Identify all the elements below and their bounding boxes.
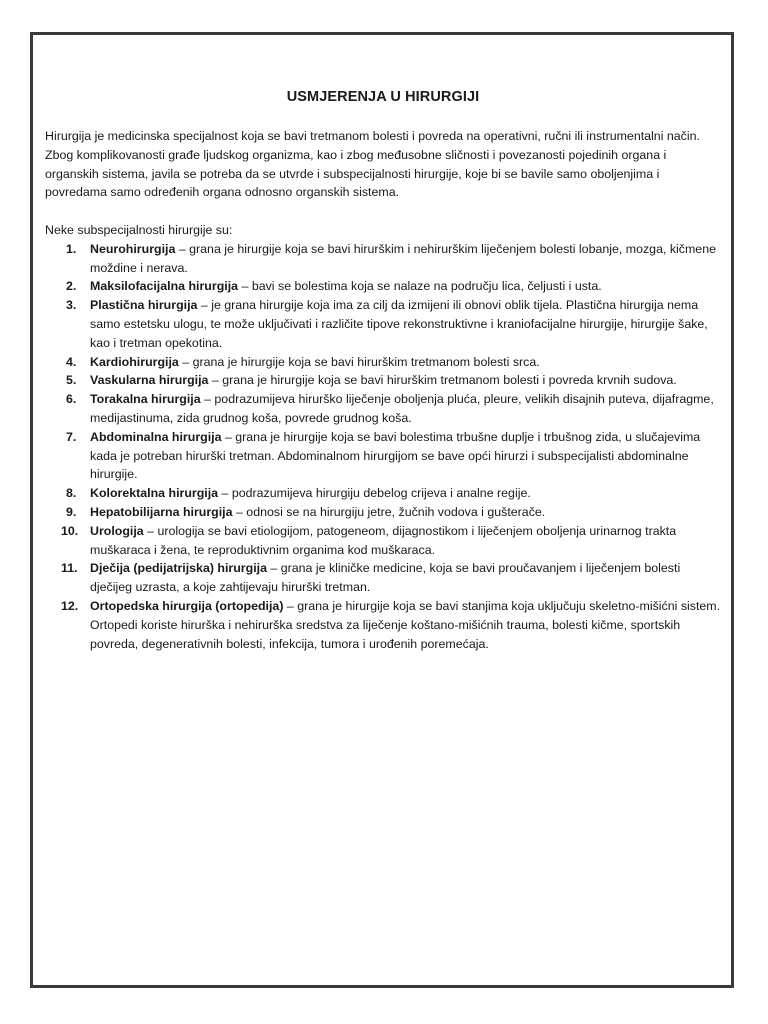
item-text: – grana je hirurgije koja se bavi hirurškim i nehirurškim liječenjem bolesti lobanje, mozga, kičmene moždine i nerava. xyxy=(90,241,716,275)
list-item xyxy=(45,353,721,372)
item-text: – grana je kliničke medicine, koja se bavi proučavanjem i liječenjem bolesti dječijeg uzrasta, a koje zahtijevaju hirurški tretman. xyxy=(90,561,681,595)
item-number: 1. xyxy=(66,241,77,256)
item-number: 5. xyxy=(66,373,77,388)
item-text: – odnosi se na hirurgiju jetre, žučnih vodova i gušterače. xyxy=(232,504,546,519)
item-number: 11. xyxy=(61,561,78,576)
list-item xyxy=(45,371,721,390)
item-text: – bavi se bolestima koja se nalaze na području lica, čeljusti i usta. xyxy=(238,279,602,294)
item-term: Hepatobilijarna hirurgija xyxy=(90,504,233,519)
item-number: 3. xyxy=(66,298,77,313)
item-number: 4. xyxy=(66,354,77,369)
list-item xyxy=(45,428,721,484)
list-item xyxy=(45,559,721,597)
item-text: – grana je hirurgije koja se bavi bolestima trbušne duplje i trbušnog zida, u slučajevima kada je potreban hirurški tretman. Abdominalnom hirurgijom se bave opći hirurzi i subspecijalisti abdominalne hirurgije. xyxy=(90,429,701,482)
item-text: – grana je hirurgije koja se bavi hirurškim tretmanom bolesti srca. xyxy=(178,354,540,369)
item-text: – grana je hirurgije koja se bavi hirurškim tretmanom bolesti i povreda krvnih sudova. xyxy=(208,373,677,388)
item-number: 6. xyxy=(66,392,77,407)
list-item xyxy=(45,597,721,653)
item-text: – je grana hirurgije koja ima za cilj da izmijeni ili obnovi oblik tijela. Plastična hirurgija nema samo estetsku ulogu, te može uključivati i različite tipove rekonstruktivne i kraniofacijalne hirurgije, hirurgije šake, kao i tretman opekotina. xyxy=(90,298,708,350)
list-item xyxy=(45,484,721,503)
item-term: Plastična hirurgija xyxy=(90,298,198,313)
list-intro: Neke subspecijalnosti hirurgije su: xyxy=(45,222,233,237)
item-term: Vaskularna hirurgija xyxy=(90,373,209,388)
item-number: 9. xyxy=(66,504,77,519)
item-term: Kardiohirurgija xyxy=(90,354,179,369)
list-item xyxy=(45,522,721,560)
item-number: 12. xyxy=(61,598,79,613)
document-title: USMJERENJA U HIRURGIJI xyxy=(286,89,480,105)
item-term: Maksilofacijalna hirurgija xyxy=(90,279,239,294)
item-term: Urologija xyxy=(90,523,144,538)
item-text: – podrazumijeva hirurško liječenje oboljenja pluća, pleure, velikih disajnih puteva, dijafragme, medijastinuma, zida grudnog koša, povrede grudnog koša. xyxy=(90,392,714,425)
list-item xyxy=(45,277,721,296)
list-item xyxy=(45,296,721,352)
list-item xyxy=(45,503,721,522)
list-item xyxy=(45,390,721,428)
item-text: – grana je hirurgije koja se bavi stanjima koja uključuju skeletno-mišićni sistem. Ortopedi koriste hirurška i nehirurška sredstva za liječenje koštano-mišićnih trauma, bolesti kičme, sportskih povreda, degenerativnih bolesti, infekcija, tumora i urođenih poremećaja. xyxy=(90,598,721,651)
item-text: – urologija se bavi etiologijom, patogeneom, dijagnostikom i liječenjem oboljenja urinarnog trakta muškaraca i žena, te reproduktivnim organima kod muškaraca. xyxy=(90,523,677,557)
item-term: Torakalna hirurgija xyxy=(90,392,201,407)
item-number: 10. xyxy=(61,523,79,538)
item-term: Neurohirurgija xyxy=(90,241,176,256)
item-number: 7. xyxy=(66,429,77,444)
document-content xyxy=(45,85,721,653)
item-term: Ortopedska hirurgija (ortopedija) xyxy=(90,598,284,613)
item-text: – podrazumijeva hirurgiju debelog crijeva i analne regije. xyxy=(218,486,531,501)
item-term: Kolorektalna hirurgija xyxy=(90,486,219,501)
subspecialty-list xyxy=(45,240,721,654)
list-item xyxy=(45,240,721,278)
intro-paragraph: Hirurgija je medicinska specijalnost koja se bavi tretmanom bolesti i povreda na operativni, ručni ili instrumentalni način. Zbog komplikovanosti građe ljudskog organizma, kao i zbog međusobne sličnosti i povezanosti pojedinih organa i organskih sistema, javila se potreba da se utvrde i subspecijalnosti hirurgije, koje bi se bavile samo oboljenjima i povredama samo određenih organa odnosno organskih sistema. xyxy=(45,129,700,200)
item-number: 2. xyxy=(66,279,77,294)
item-number: 8. xyxy=(66,486,77,501)
document-page xyxy=(30,32,734,988)
item-term: Dječija (pedijatrijska) hirurgija xyxy=(90,561,267,576)
item-term: Abdominalna hirurgija xyxy=(90,429,222,444)
